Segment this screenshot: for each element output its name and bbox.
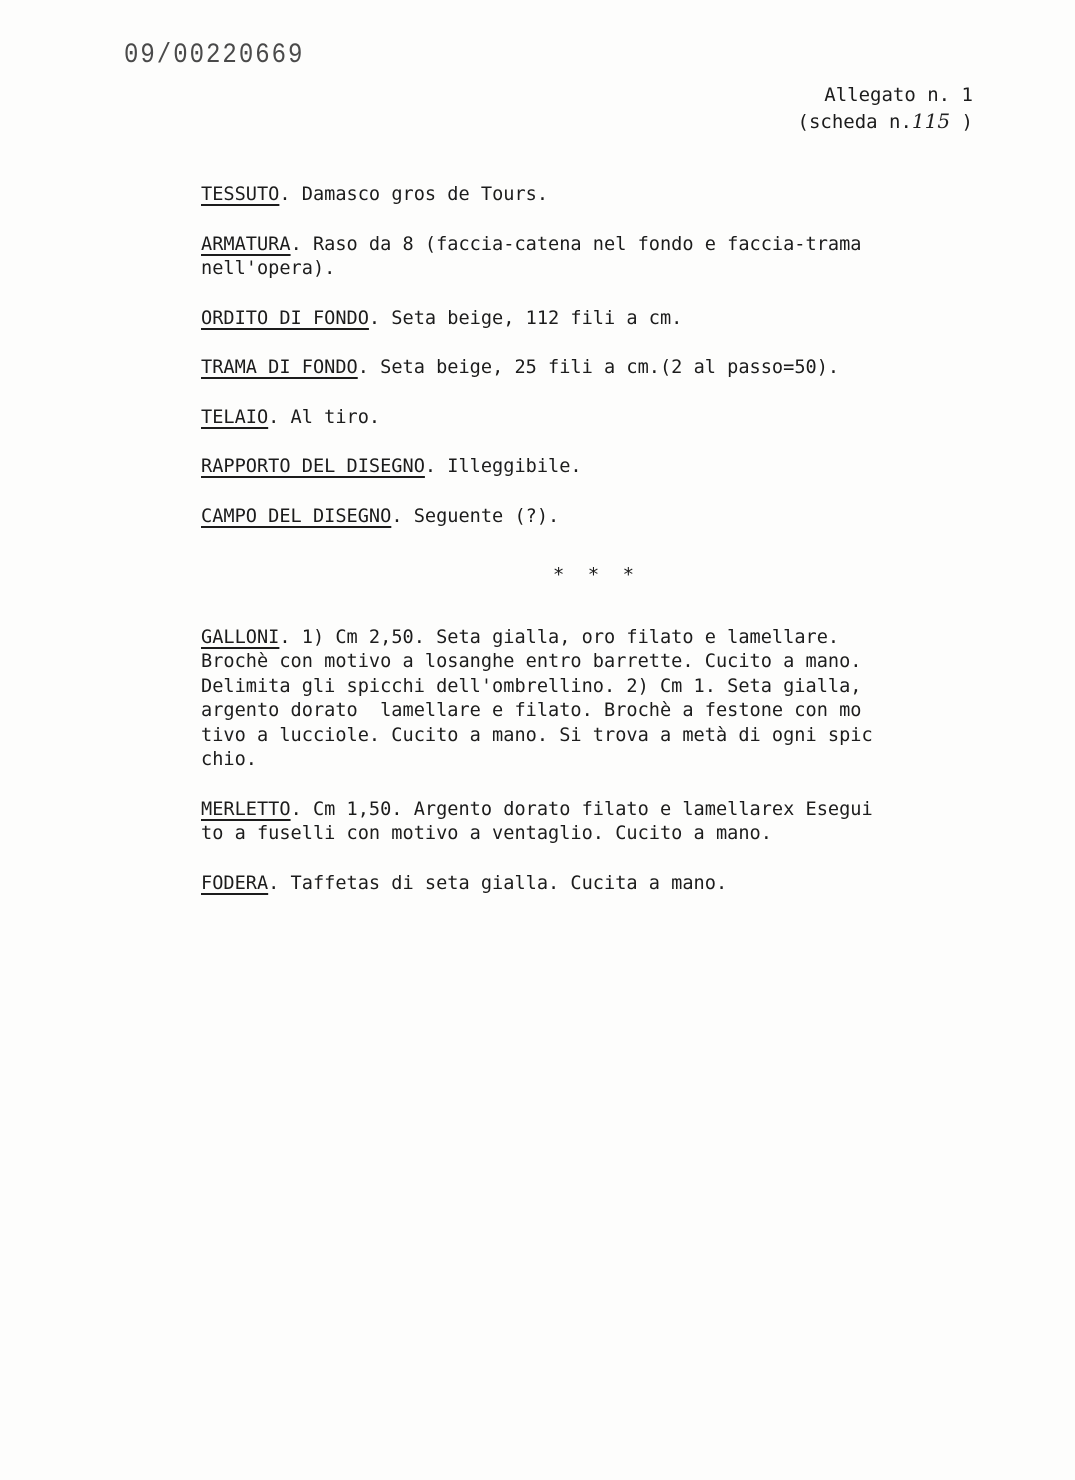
entry-heading: MERLETTO (201, 798, 291, 820)
entry-text: . Seta beige, 25 fili a cm.(2 al passo=50). (357, 357, 840, 378)
entry-heading: CAMPO DEL DISEGNO (201, 505, 392, 527)
entry-tessuto (201, 183, 991, 208)
entry-text: . Illeggibile. (424, 456, 582, 477)
entry-text: . Raso da 8 (faccia-catena nel fondo e faccia-trama nell'opera). (201, 233, 862, 279)
scheda-label (798, 108, 973, 135)
entry-heading: ORDITO DI FONDO (201, 307, 369, 329)
entry-campo-del-disegno (201, 505, 991, 530)
entry-heading: TRAMA DI FONDO (201, 357, 358, 378)
entry-heading: GALLONI (201, 626, 280, 648)
entry-text: . Damasco gros de Tours. (279, 184, 549, 205)
archive-stamp-number: 09/00220669 (124, 40, 305, 72)
entry-heading: FODERA (201, 872, 269, 894)
entry-text: . 1) Cm 2,50. Seta gialla, oro filato e lamellare. Brochè con motivo a losanghe entro barrette. Cucito a mano. Delimita gli spicchi dell'ombrellino. 2) Cm 1. Seta gialla, argento dorato lamellare e filato. Brochè a festone con mo tivo a lucciole. Cucito a mano. Si trova a metà di ogni spic chio. (201, 626, 873, 770)
section-separator: * * * (552, 564, 641, 586)
entry-heading: ARMATURA (201, 233, 291, 255)
entry-armatura (201, 233, 991, 282)
entry-telaio (201, 406, 991, 431)
entry-text: . Cm 1,50. Argento dorato filato e lamellarex Esegui to a fuselli con motivo a ventaglio. Cucito a mano. (201, 798, 873, 844)
entry-text: . Seta beige, 112 fili a cm. (368, 307, 683, 329)
entry-fodera (201, 872, 991, 897)
entry-heading: RAPPORTO DEL DISEGNO (201, 456, 425, 477)
entry-galloni (201, 626, 991, 773)
entry-heading: TELAIO (201, 406, 269, 428)
scheda-suffix: ) (950, 111, 973, 133)
entry-ordito-di-fondo (201, 307, 991, 332)
attachment-label: Allegato n. 1 (824, 84, 973, 106)
entry-text: . Seguente (?). (391, 505, 560, 527)
entry-heading: TESSUTO (201, 184, 280, 205)
scheda-handwritten-number: 115 (911, 109, 951, 133)
entry-rapporto-del-disegno (201, 455, 991, 480)
entry-merletto (201, 798, 991, 847)
entry-text: . Taffetas di seta gialla. Cucita a mano. (268, 872, 728, 894)
document-body (201, 183, 991, 921)
attachment-header (798, 82, 973, 135)
entry-text: . Al tiro. (268, 406, 381, 428)
scheda-prefix: (scheda n. (797, 111, 912, 133)
entry-trama-di-fondo (201, 356, 991, 381)
